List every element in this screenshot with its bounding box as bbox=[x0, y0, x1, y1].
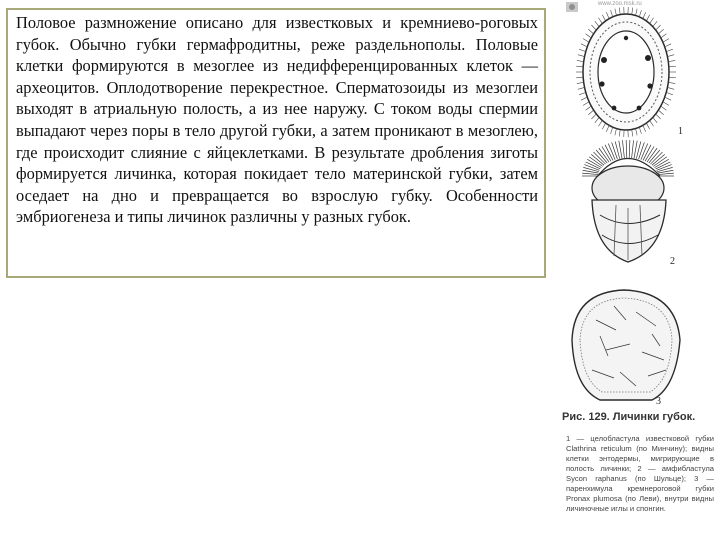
figure-label-3: 3 bbox=[656, 396, 661, 407]
figure-label-1: 1 bbox=[678, 126, 683, 137]
body-paragraph: Половое размножение описано для известковых и кремниево-роговых губок. Обычно губки гермафродитны, реже раздельнополы. Половые клетки формируются в мезоглее из недифференцированных клеток — археоцитов. Оплодотворение перекрестное. Сперматозоиды из мезоглеи выходят в атриальную полость, а из нее наружу. С током воды спермии выпадают через поры в тело другой губки, а затем проникают в мезоглею, где происходит слияние с яйцеклетками. В результате дробления зиготы формируется личинка, которая покидает тело материнской губки, затем оседает на дно и превращается во взрослую губку. Особенности эмбриогенеза и типы личинок различны у разных губок. bbox=[16, 13, 538, 227]
figure-caption-body: 1 — целобластула известковой губки Clathrina reticulum (по Минчину); видны клетки энтодермы, мигрирующие в полость личинки; 2 — амфибластула Sycon raphanus (по Шульце); 3 — паренхимула кремнероговой губки Pronax plumosa (по Леви), внутри видны личиночные иглы и спонгин. bbox=[566, 434, 714, 513]
larvae-illustration bbox=[556, 0, 720, 412]
larva-3-parenchymula bbox=[572, 290, 680, 400]
figure-label-2: 2 bbox=[670, 256, 675, 267]
watermark-text: www.zoo.msk.ru bbox=[598, 1, 642, 7]
larva-2-amphiblastula bbox=[582, 140, 674, 262]
text-panel bbox=[6, 8, 546, 278]
larva-1-coeloblastula bbox=[576, 7, 676, 137]
figure-caption-title: Рис. 129. Личинки губок. bbox=[562, 411, 696, 423]
